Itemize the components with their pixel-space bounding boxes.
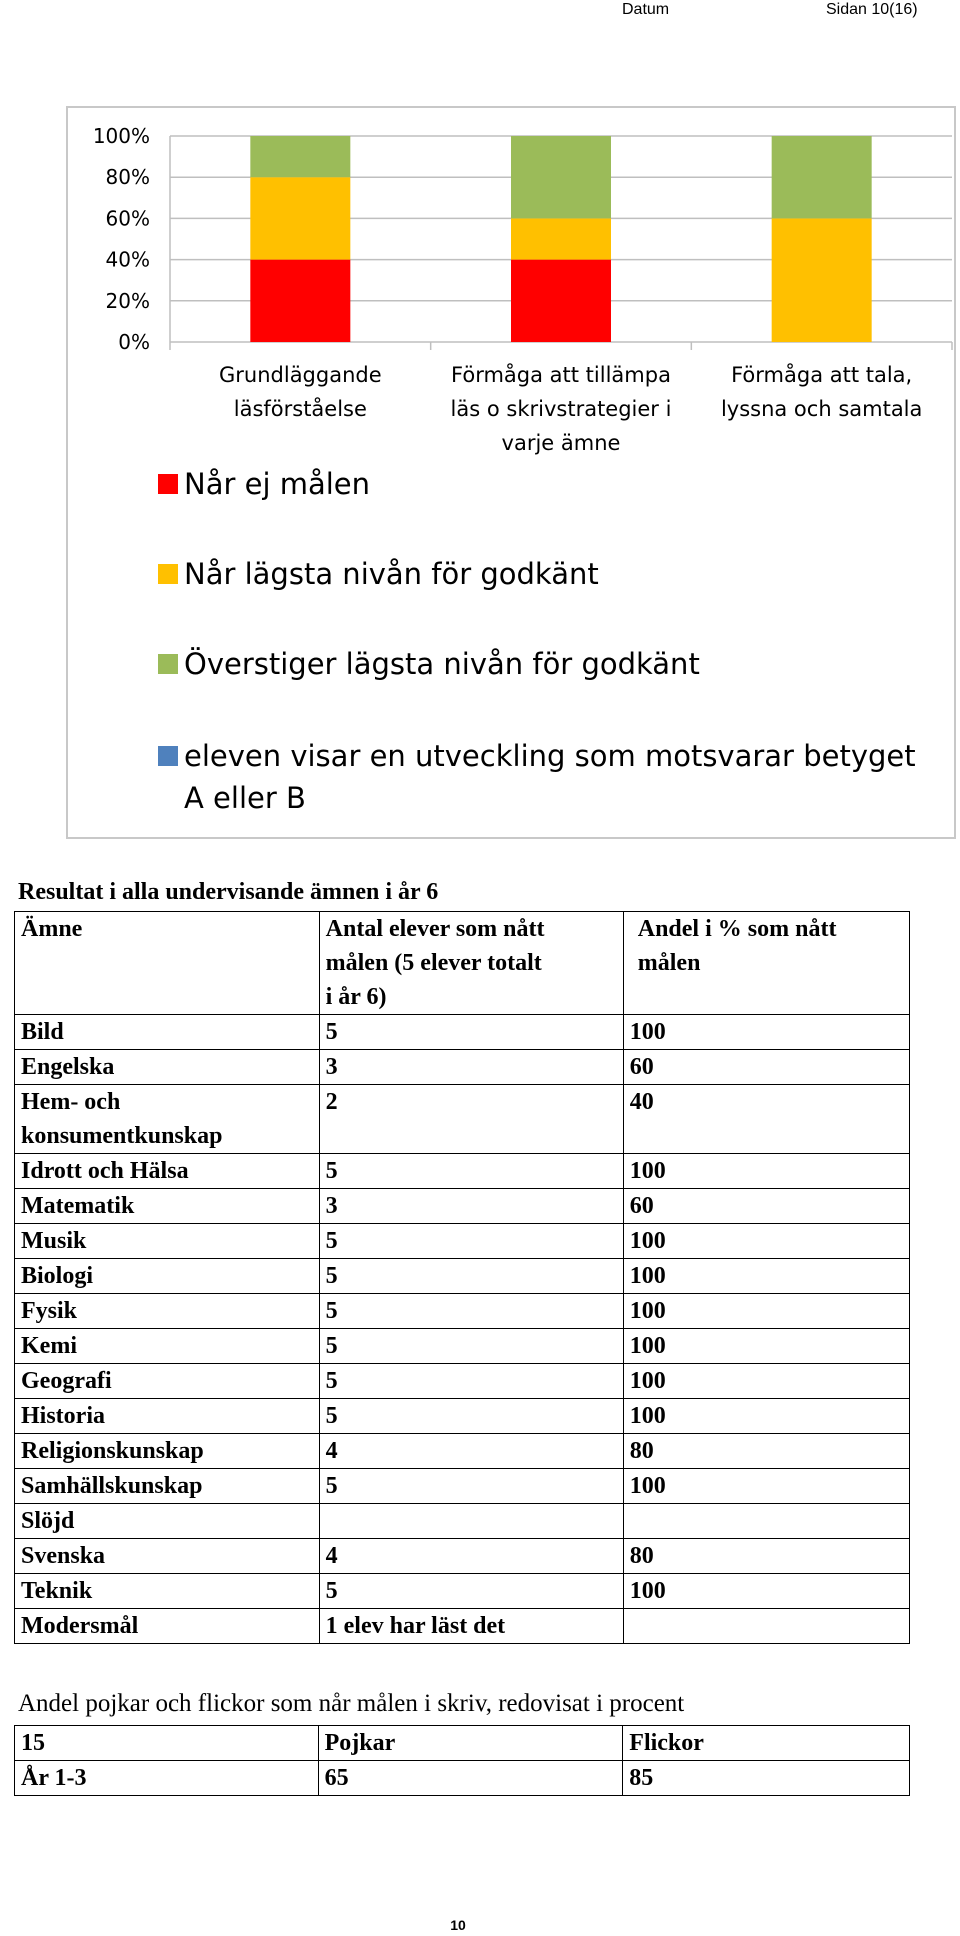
header-percent bbox=[623, 912, 909, 1015]
legend-swatch bbox=[158, 474, 178, 494]
cell-count: 5 bbox=[319, 1259, 623, 1294]
bar-segment bbox=[250, 177, 350, 259]
legend-swatch bbox=[158, 746, 178, 766]
table-row bbox=[15, 1609, 910, 1644]
x-category-label: varje ämne bbox=[501, 431, 621, 455]
table-row bbox=[15, 1259, 910, 1294]
table-row bbox=[15, 1050, 910, 1085]
stacked-bar-chart bbox=[66, 106, 956, 839]
table-row bbox=[15, 1154, 910, 1189]
cell-subject: Slöjd bbox=[15, 1504, 320, 1539]
table-row bbox=[15, 1224, 910, 1259]
cell-subject: Historia bbox=[15, 1399, 320, 1434]
x-category-label: läs o skrivstrategier i bbox=[450, 397, 672, 421]
table-row bbox=[15, 1434, 910, 1469]
legend-label: Överstiger lägsta nivån för godkänt bbox=[184, 647, 700, 681]
cell-count: 5 bbox=[319, 1469, 623, 1504]
table-row bbox=[15, 1364, 910, 1399]
cell-subject: Musik bbox=[15, 1224, 320, 1259]
header-count-line2: målen (5 elever totalt bbox=[325, 950, 542, 976]
cell-percent: 100 bbox=[623, 1224, 909, 1259]
table-row bbox=[15, 1761, 910, 1796]
cell-count: 3 bbox=[319, 1050, 623, 1085]
table-row bbox=[15, 1189, 910, 1224]
cell-subject: Religionskunskap bbox=[15, 1434, 320, 1469]
cell-percent: 100 bbox=[623, 1015, 909, 1050]
header-count-line3: i år 6) bbox=[325, 984, 387, 1010]
gender-results-table bbox=[14, 1725, 910, 1796]
bar-segment bbox=[511, 136, 611, 218]
cell-percent: 100 bbox=[623, 1329, 909, 1364]
cell-subject: Kemi bbox=[15, 1329, 320, 1364]
cell-count: 5 bbox=[319, 1399, 623, 1434]
header-percent-line1: Andel i % som nått bbox=[637, 916, 837, 942]
cell-subject: Biologi bbox=[15, 1259, 320, 1294]
cell-percent: 100 bbox=[623, 1399, 909, 1434]
header-cell: Flickor bbox=[623, 1726, 910, 1761]
bar-segment bbox=[511, 218, 611, 259]
legend-swatch bbox=[158, 654, 178, 674]
page-header bbox=[0, 0, 960, 24]
cell-percent: 40 bbox=[623, 1085, 909, 1154]
chart-canvas bbox=[68, 108, 954, 837]
y-tick-label: 60% bbox=[105, 206, 150, 231]
section2-title: Andel pojkar och flickor som når målen i skriv, redovisat i procent bbox=[18, 1690, 685, 1717]
cell-percent bbox=[623, 1504, 909, 1539]
cell-count: 4 bbox=[319, 1539, 623, 1574]
table-row bbox=[15, 1574, 910, 1609]
table-row bbox=[15, 1399, 910, 1434]
bar-segment bbox=[511, 260, 611, 342]
table-row bbox=[15, 1294, 910, 1329]
cell-count: 4 bbox=[319, 1434, 623, 1469]
cell-count: 5 bbox=[319, 1015, 623, 1050]
x-category-label: läsförståelse bbox=[233, 397, 367, 421]
cell-subject: Idrott och Hälsa bbox=[15, 1154, 320, 1189]
header-count bbox=[319, 912, 623, 1015]
bar-segment bbox=[772, 136, 872, 218]
y-tick-label: 0% bbox=[118, 330, 150, 354]
cell-count: 2 bbox=[319, 1085, 623, 1154]
table-cell: 85 bbox=[623, 1761, 910, 1796]
cell-count: 5 bbox=[319, 1154, 623, 1189]
header-count-line1: Antal elever som nått bbox=[325, 916, 545, 942]
cell-subject: Hem- och konsumentkunskap bbox=[15, 1085, 320, 1154]
table-row bbox=[15, 1504, 910, 1539]
legend-label: A eller B bbox=[184, 781, 306, 815]
cell-count: 5 bbox=[319, 1294, 623, 1329]
cell-count: 5 bbox=[319, 1364, 623, 1399]
cell-percent bbox=[623, 1609, 909, 1644]
header-subject: Ämne bbox=[15, 912, 320, 1015]
page-number: 10 bbox=[450, 1917, 466, 1933]
cell-subject: Geografi bbox=[15, 1364, 320, 1399]
table-cell: 65 bbox=[318, 1761, 623, 1796]
cell-subject: Bild bbox=[15, 1015, 320, 1050]
x-category-label: Förmåga att tala, bbox=[731, 363, 913, 387]
cell-percent: 100 bbox=[623, 1154, 909, 1189]
cell-percent: 100 bbox=[623, 1259, 909, 1294]
legend-label: eleven visar en utveckling som motsvarar betyget bbox=[184, 739, 916, 773]
legend-label: Når ej målen bbox=[184, 467, 371, 501]
header-page-indicator: Sidan 10(16) bbox=[826, 1, 918, 18]
cell-count: 5 bbox=[319, 1329, 623, 1364]
cell-percent: 100 bbox=[623, 1364, 909, 1399]
section1-title: Resultat i alla undervisande ämnen i år 6 bbox=[18, 879, 439, 905]
cell-subject: Svenska bbox=[15, 1539, 320, 1574]
cell-subject: Samhällskunskap bbox=[15, 1469, 320, 1504]
table-row bbox=[15, 1015, 910, 1050]
results-table bbox=[14, 911, 910, 1644]
header-date: Datum bbox=[622, 1, 670, 18]
x-category-label: Förmåga att tillämpa bbox=[451, 363, 671, 387]
table-header-row bbox=[15, 912, 910, 1015]
bar-segment bbox=[250, 260, 350, 342]
cell-count: 3 bbox=[319, 1189, 623, 1224]
cell-subject: Fysik bbox=[15, 1294, 320, 1329]
cell-percent: 80 bbox=[623, 1539, 909, 1574]
cell-count bbox=[319, 1504, 623, 1539]
cell-count: 1 elev har läst det bbox=[319, 1609, 623, 1644]
table-cell: År 1-3 bbox=[15, 1761, 319, 1796]
header-percent-line2: målen bbox=[637, 950, 701, 976]
cell-count: 5 bbox=[319, 1224, 623, 1259]
cell-percent: 60 bbox=[623, 1189, 909, 1224]
cell-percent: 100 bbox=[623, 1294, 909, 1329]
bar-segment bbox=[772, 218, 872, 342]
cell-subject: Engelska bbox=[15, 1050, 320, 1085]
x-category-label: Grundläggande bbox=[219, 363, 382, 387]
table-header-row bbox=[15, 1726, 910, 1761]
y-tick-label: 20% bbox=[105, 288, 150, 313]
legend-swatch bbox=[158, 564, 178, 584]
table-row bbox=[15, 1539, 910, 1574]
cell-percent: 100 bbox=[623, 1574, 909, 1609]
table-row bbox=[15, 1329, 910, 1364]
header-cell: 15 bbox=[15, 1726, 319, 1761]
legend-label: Når lägsta nivån för godkänt bbox=[184, 557, 599, 591]
table-row bbox=[15, 1469, 910, 1504]
cell-percent: 100 bbox=[623, 1469, 909, 1504]
y-tick-label: 100% bbox=[92, 124, 150, 148]
y-tick-label: 40% bbox=[105, 247, 150, 272]
y-tick-label: 80% bbox=[105, 165, 150, 190]
x-category-label: lyssna och samtala bbox=[720, 397, 923, 421]
cell-subject: Matematik bbox=[15, 1189, 320, 1224]
header-cell: Pojkar bbox=[318, 1726, 623, 1761]
cell-subject: Modersmål bbox=[15, 1609, 320, 1644]
cell-percent: 60 bbox=[623, 1050, 909, 1085]
cell-subject: Teknik bbox=[15, 1574, 320, 1609]
bar-segment bbox=[250, 136, 350, 177]
table-row bbox=[15, 1085, 910, 1154]
cell-percent: 80 bbox=[623, 1434, 909, 1469]
cell-count: 5 bbox=[319, 1574, 623, 1609]
